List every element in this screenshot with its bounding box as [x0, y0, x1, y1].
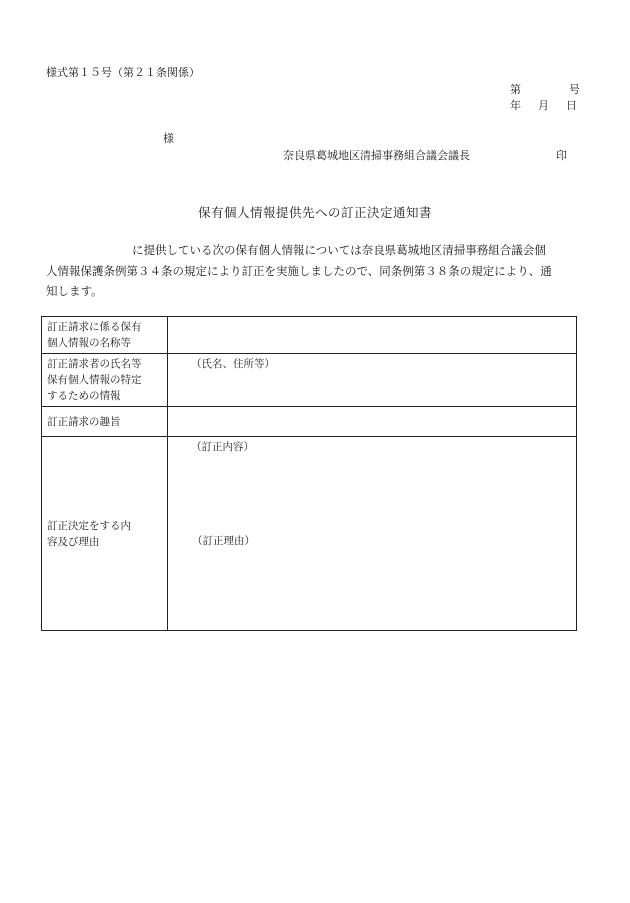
body-line-1: に提供している次の保有個人情報については奈良県葛城地区清掃事務組合議会個	[132, 243, 546, 257]
table-row	[42, 317, 577, 354]
row-label-requester-info: 訂正請求者の氏名等 保有個人情報の特定 するための情報	[42, 354, 168, 407]
requester-info-hint: （氏名、住所等）	[191, 358, 275, 370]
document-number-suffix: 号	[569, 83, 580, 96]
document-title: 保有個人情報提供先への訂正決定通知書	[197, 205, 432, 220]
table-row	[42, 354, 577, 407]
row-value-requester-info	[168, 354, 577, 407]
row-label-request-purpose: 訂正請求の趣旨	[42, 407, 168, 437]
row-label-decision: 訂正決定をする内 容及び理由	[42, 437, 168, 631]
row-value-request-purpose	[168, 407, 577, 437]
date-day: 日	[566, 99, 577, 112]
body-line-3: 知します。	[46, 284, 103, 298]
correction-details-table	[41, 316, 577, 631]
form-number: 様式第１５号（第２１条関係）	[46, 66, 200, 79]
addressee-honorific: 様	[163, 132, 174, 145]
row-label-record-name: 訂正請求に係る保有 個人情報の名称等	[42, 317, 168, 354]
table-row	[42, 407, 577, 437]
document-number	[510, 81, 580, 97]
date-month: 月	[538, 99, 549, 112]
seal-mark: 印	[556, 149, 567, 162]
date-year: 年	[510, 99, 521, 112]
correction-content-heading: （訂正内容）	[191, 441, 254, 453]
row-value-decision	[168, 437, 577, 631]
body-paragraph	[46, 240, 584, 302]
row-value-record-name	[168, 317, 577, 354]
body-line-2: 人情報保護条例第３４条の規定により訂正を実施しましたので、同条例第３８条の規定により、通	[46, 263, 552, 278]
correction-reason-heading: （訂正理由）	[192, 535, 255, 547]
sender-name: 奈良県葛城地区清掃事務組合議会議長	[283, 149, 470, 162]
document-number-prefix: 第	[510, 83, 521, 96]
table-row	[42, 437, 577, 631]
document-date	[510, 97, 577, 113]
